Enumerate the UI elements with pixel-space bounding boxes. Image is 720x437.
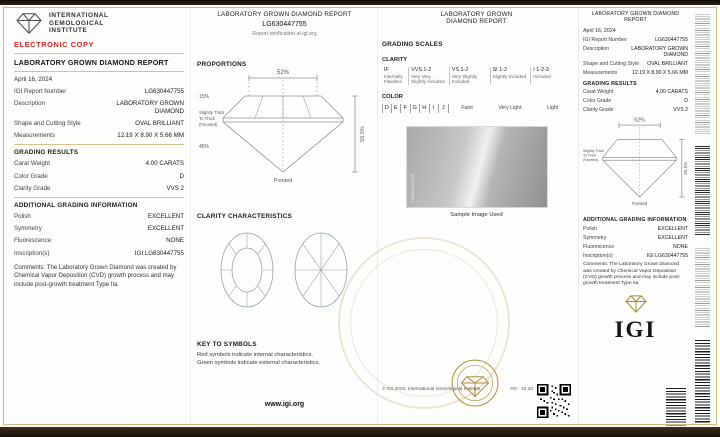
field-row-report-number <box>14 88 184 96</box>
color-range-label: Light <box>546 105 559 112</box>
culet-label: Pointed <box>273 178 293 184</box>
field-value: 12.19 X 8.90 X 5.66 MM <box>117 131 184 139</box>
field-row-shape <box>14 120 184 128</box>
field-label: Carat Weight <box>583 89 614 96</box>
sample-image-caption: Sample Image Used <box>450 211 503 218</box>
electronic-copy-label: ELECTRONIC COPY <box>14 40 95 49</box>
clarity-scale-heading: CLARITY <box>382 57 408 63</box>
field-label: Measurements <box>583 70 618 77</box>
table-percent-label: 52% <box>276 70 290 76</box>
igi-gold-seal <box>450 358 500 408</box>
fold-line <box>578 8 579 424</box>
field-label: Description <box>14 100 45 108</box>
field-row-polish <box>583 226 688 232</box>
field-label: Measurements <box>14 131 55 139</box>
girdle-label-line: To Thick <box>583 154 597 159</box>
panel-header-title-line: DIAMOND REPORT <box>446 18 507 25</box>
igi-logo-text: IGI <box>614 317 657 343</box>
field-row-fluorescence <box>583 244 688 250</box>
field-value: EXCELLENT <box>657 226 688 232</box>
panel3-header <box>382 11 571 25</box>
key-internal-line: Red symbols indicate internal characteristics. <box>197 352 313 358</box>
field-label: IGI Report Number <box>14 88 67 95</box>
stub-microtext <box>695 248 710 328</box>
clarity-scale-cell <box>530 67 571 85</box>
field-value: 12.19 X 8.90 X 5.66 MM <box>632 70 688 77</box>
panel-header-title: LABORATORY GROWN DIAMOND REPORT <box>217 11 352 18</box>
color-letter: H <box>420 104 430 113</box>
field-label: Symmetry <box>14 225 42 233</box>
girdle-label-line: Slightly Thick <box>583 149 605 154</box>
depth-percent-label: 55.5% <box>360 126 366 142</box>
field-row-carat <box>14 160 184 168</box>
field-row-carat <box>583 89 688 95</box>
field-row-inscription <box>583 253 688 259</box>
field-value: NONE <box>166 237 184 245</box>
institute-name-line: INTERNATIONAL <box>49 12 109 20</box>
field-value: EXCELLENT <box>147 225 184 233</box>
color-letter: I <box>430 104 440 113</box>
color-letter: E <box>392 104 402 113</box>
clarity-scale-cell <box>490 67 531 85</box>
girdle-label-line: (Faceted) <box>583 158 599 163</box>
igi-website: www.igi.org <box>264 401 305 408</box>
color-letter: J <box>439 104 449 113</box>
field-label: Fluorescence <box>583 244 615 250</box>
field-row-measurements <box>14 132 184 140</box>
field-label: Color Grade <box>583 98 612 105</box>
field-row-measurements <box>583 70 688 76</box>
comments-text: Comments: The Laboratory Grown Diamond was created by Chemical Vapor Deposition (CVD) growth process and may include post-growth treatment Type IIa <box>14 264 177 288</box>
proportions-diagram-small <box>583 116 689 208</box>
field-label: Inscription(s) <box>14 249 50 257</box>
bottom-edge-band <box>0 427 720 437</box>
grading-scales-panel <box>382 11 571 424</box>
divider <box>14 71 184 72</box>
field-label: Description <box>583 46 609 52</box>
clarity-grade-desc: Slightly Included <box>492 74 527 79</box>
depth-percent-label: 55.5% <box>683 162 689 176</box>
field-value: 4.00 CARATS <box>145 160 184 168</box>
field-row-polish <box>14 213 184 221</box>
divider <box>14 197 184 198</box>
grading-scales-heading: GRADING SCALES <box>382 41 443 48</box>
grading-results-heading: GRADING RESULTS <box>14 148 79 156</box>
field-label: IGI Report Number <box>583 37 627 43</box>
field-value: LG630447755 <box>655 37 688 43</box>
main-report-panel <box>14 11 184 424</box>
field-row-symmetry <box>583 235 688 241</box>
copyright-text: © IGI 2020, International Gemological Institute <box>382 387 481 392</box>
field-value: OVAL BRILLIANT <box>647 61 688 68</box>
field-label: Polish <box>14 213 31 221</box>
stub-microtext <box>695 14 710 134</box>
panel-header-number: LG630447755 <box>262 21 307 28</box>
table-percent-label: 52% <box>634 117 645 124</box>
field-value: EXCELLENT <box>657 235 688 241</box>
clarity-grade-desc: Included <box>533 74 551 79</box>
field-row-fluorescence <box>14 237 184 245</box>
field-row-inscription <box>14 250 184 258</box>
field-value: D <box>179 172 184 180</box>
field-label: Clarity Grade <box>14 184 51 192</box>
field-row-clarity <box>14 185 184 193</box>
diagrams-panel <box>197 11 372 424</box>
clarity-grade-desc: Very Slightly Included <box>451 74 478 85</box>
field-value: OVAL BRILLIANT <box>135 119 184 127</box>
stub-report-panel <box>583 11 688 424</box>
field-value: IGI LG630447755 <box>134 249 184 257</box>
field-label: Shape and Cutting Style <box>583 61 639 68</box>
field-label: Carat Weight <box>14 160 50 168</box>
field-row-description <box>14 100 184 115</box>
additional-grading-heading: ADDITIONAL GRADING INFORMATION <box>14 201 138 209</box>
color-letter: G <box>411 104 421 113</box>
color-letters <box>382 104 449 113</box>
field-value: IGI LG630447755 <box>646 253 688 259</box>
girdle-label-line: (Faceted) <box>199 122 218 127</box>
field-value: LG630447755 <box>144 88 184 95</box>
fold-line <box>190 8 191 424</box>
pavilion-percent-label: 45% <box>199 144 210 150</box>
clarity-scale-table <box>382 67 571 85</box>
clarity-grade-desc: Internally Flawless <box>384 74 403 85</box>
clarity-grade-desc: Very Very Slightly Included <box>411 74 445 85</box>
field-value: NONE <box>673 244 688 250</box>
divider <box>14 144 184 145</box>
igi-logo-crest-icon <box>623 294 649 314</box>
stub-barcode <box>695 340 710 424</box>
clarity-scale-cell <box>449 67 490 85</box>
key-to-symbols-heading: KEY TO SYMBOLS <box>197 341 257 348</box>
field-row-clarity <box>583 107 688 113</box>
color-range-label: Very Light <box>498 105 522 112</box>
color-ranges <box>449 105 572 111</box>
additional-grading-heading: ADDITIONAL GRADING INFORMATION <box>583 217 687 224</box>
key-external-line: Green symbols indicate external characteristics. <box>197 359 321 366</box>
field-value: EXCELLENT <box>147 213 184 221</box>
clarity-grade-abbr: IF <box>384 67 389 73</box>
institute-name-line: GEMOLOGICAL <box>49 19 104 27</box>
culet-label: Pointed <box>631 201 648 207</box>
grading-results-heading: GRADING RESULTS <box>583 80 637 87</box>
field-label: Polish <box>583 226 598 232</box>
clarity-scale-cell <box>408 67 449 85</box>
field-label: Inscription(s) <box>583 253 613 259</box>
clarity-characteristics-heading: CLARITY CHARACTERISTICS <box>197 213 293 220</box>
color-scale-heading: COLOR <box>382 93 403 100</box>
divider <box>14 53 184 54</box>
field-value: LABORATORY GROWN DIAMOND <box>116 100 184 115</box>
stub-barcode <box>695 146 710 236</box>
field-value: VVS 2 <box>166 184 184 192</box>
verification-note: Report verification at igi.org <box>252 31 317 37</box>
field-value: 4.00 CARATS <box>655 89 688 96</box>
field-value: D <box>684 98 688 105</box>
field-row-report-number <box>583 37 688 43</box>
document-code: FD - 10.20 <box>510 387 533 392</box>
qr-code <box>537 384 571 418</box>
comments-text: Comments: The Laboratory Grown Diamond was created by Chemical Vapor Deposition (CVD) growth process and may include post-growth treatment Type IIa <box>583 262 681 287</box>
field-value: VVS 2 <box>673 107 688 114</box>
clarity-grade-abbr: VVS 1-2 <box>411 67 432 73</box>
field-row-color <box>14 173 184 181</box>
field-label: Fluorescence <box>14 237 52 245</box>
field-label: Color Grade <box>14 172 48 180</box>
clarity-scale-cell <box>382 67 408 85</box>
sample-diamond-photo <box>407 127 547 207</box>
top-edge-band <box>0 0 720 5</box>
panel-header-title: LABORATORY GROWN DIAMOND REPORT <box>591 11 680 23</box>
clarity-grade-abbr: SI 1-2 <box>492 67 507 73</box>
field-row-shape <box>583 61 688 67</box>
igi-brand <box>14 11 184 36</box>
color-letter: D <box>382 104 392 113</box>
field-label: Shape and Cutting Style <box>14 119 81 127</box>
field-label: Symmetry <box>583 235 607 241</box>
clarity-grade-abbr: I 1-2-3 <box>533 67 549 73</box>
color-range-label: Faint <box>461 105 473 112</box>
igi-logo <box>583 294 688 341</box>
proportions-diagram <box>197 68 369 186</box>
report-date: April 16, 2024 <box>14 76 53 83</box>
report-title: LABORATORY GROWN DIAMOND REPORT <box>14 58 169 67</box>
color-scale <box>382 104 571 113</box>
field-label: Clarity Grade <box>583 107 614 114</box>
crown-percent-label: 15% <box>199 94 210 100</box>
girdle-label-line: Slightly Thick <box>199 110 225 115</box>
panel2-header <box>197 11 372 37</box>
stub-barcode <box>666 388 686 426</box>
color-letter: F <box>401 104 411 113</box>
proportions-heading: PROPORTIONS <box>197 61 247 68</box>
field-row-description <box>583 46 688 59</box>
sample-photo-label: LG630447755 <box>409 174 415 203</box>
institute-name-line: INSTITUTE <box>49 27 88 35</box>
clarity-grade-abbr: VS 1-2 <box>451 67 469 73</box>
field-value: LABORATORY GROWN DIAMOND <box>631 46 688 59</box>
girdle-label-line: To Thick <box>199 116 215 121</box>
field-row-color <box>583 98 688 104</box>
igi-crest-icon <box>14 11 44 36</box>
institute-name <box>49 12 109 35</box>
field-row-symmetry <box>14 225 184 233</box>
panel-header-title-line: LABORATORY GROWN <box>440 11 513 18</box>
report-date: April 16, 2024 <box>583 28 616 34</box>
